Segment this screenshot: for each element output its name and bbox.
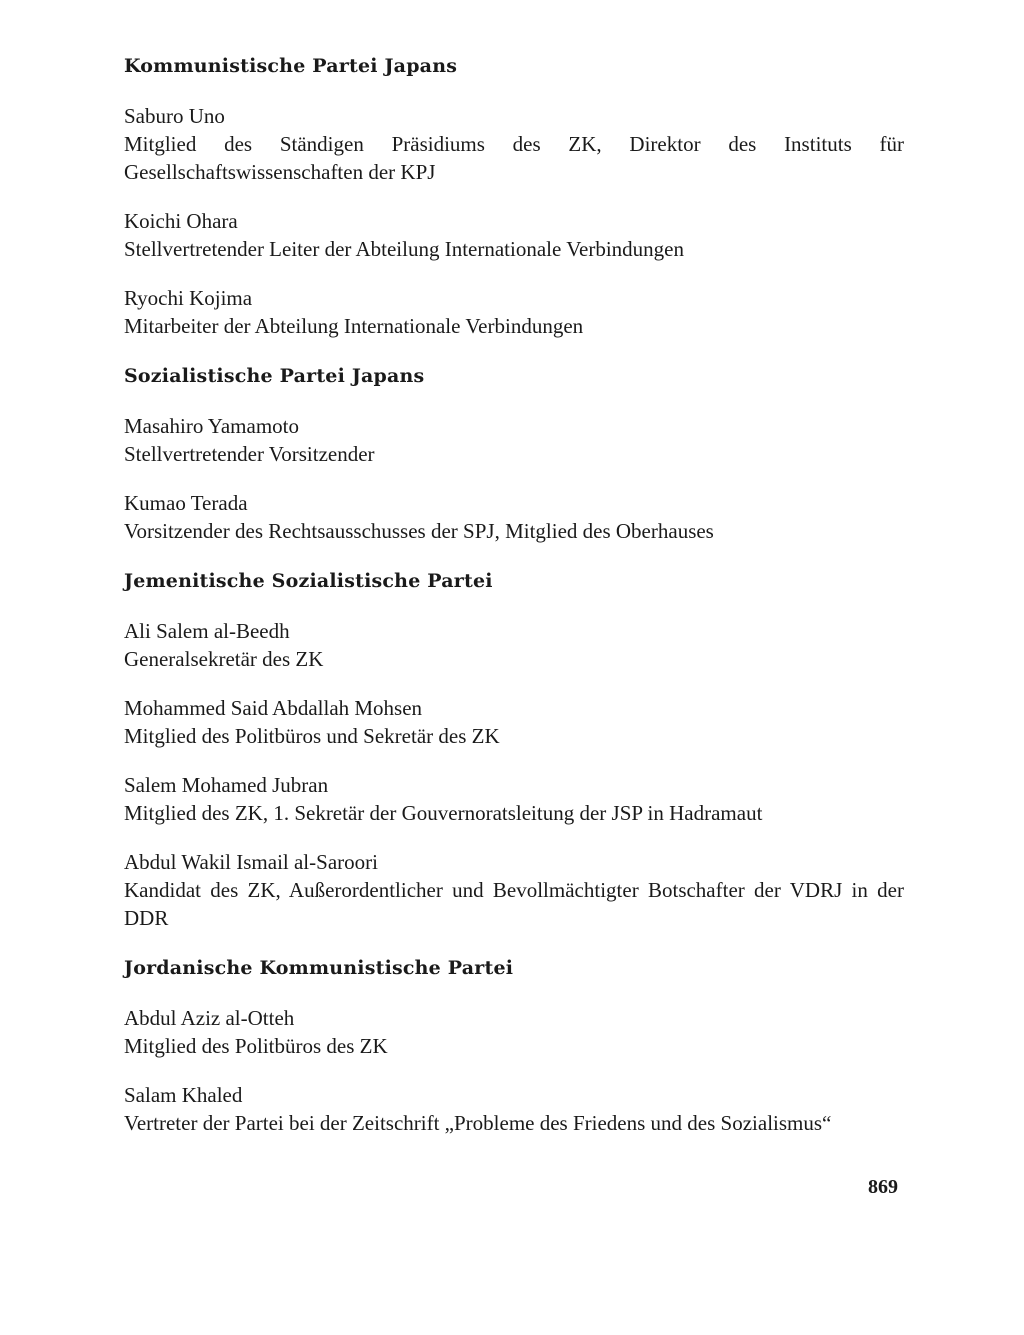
person-entry [124,1004,904,1060]
person-role: Mitglied des Politbüros des ZK [124,1034,388,1058]
person-entry [124,1081,904,1137]
person-name: Ryochi Kojima [124,286,253,310]
person-entry [124,284,904,340]
section-heading: Jordanische Kommunistische Partei [124,957,514,979]
person-name: Abdul Aziz al-Otteh [124,1006,295,1030]
section-jkp [124,954,904,1137]
person-role: Mitglied des ZK, 1. Sekretär der Gouvernoratsleitung der JSP in Hadramaut [124,801,763,825]
section-spj [124,362,904,545]
section-jsp [124,567,904,932]
person-entry [124,617,904,673]
section-heading: Sozialistische Partei Japans [124,365,425,387]
person-entry [124,489,904,545]
person-entry [124,771,904,827]
person-entry [124,102,904,186]
person-entry [124,848,904,932]
section-kpj [124,52,904,340]
person-role: Stellvertretender Leiter der Abteilung Internationale Verbindungen [124,237,684,261]
person-name: Salem Mohamed Jubran [124,773,329,797]
person-role: Vertreter der Partei bei der Zeitschrift „Probleme des Friedens und des Sozialismus“ [124,1111,832,1135]
person-name: Mohammed Said Abdallah Mohsen [124,696,423,720]
person-entry [124,694,904,750]
page-number: 869 [868,1176,898,1198]
section-heading: Jemenitische Sozialistische Partei [124,570,493,592]
person-role: Stellvertretender Vorsitzender [124,442,375,466]
person-name: Saburo Uno [124,104,225,128]
person-role: Mitarbeiter der Abteilung Internationale Verbindungen [124,314,584,338]
person-name: Kumao Terada [124,491,248,515]
person-name: Koichi Ohara [124,209,238,233]
person-role: Mitglied des Politbüros und Sekretär des ZK [124,724,500,748]
person-role: Mitglied des Ständigen Präsidiums des ZK, Direktor des Instituts für Gesellschaftswissenschaften der KPJ [124,132,904,184]
person-entry [124,207,904,263]
person-role: Kandidat des ZK, Außerordentlicher und Bevollmächtigter Botschafter der VDRJ in der DDR [124,878,904,930]
document-page [124,52,904,1159]
person-name: Abdul Wakil Ismail al-Saroori [124,850,378,874]
person-name: Salam Khaled [124,1083,243,1107]
person-role: Generalsekretär des ZK [124,647,324,671]
person-role: Vorsitzender des Rechtsausschusses der SPJ, Mitglied des Oberhauses [124,519,714,543]
section-heading: Kommunistische Partei Japans [124,55,458,77]
person-entry [124,412,904,468]
person-name: Ali Salem al-Beedh [124,619,290,643]
person-name: Masahiro Yamamoto [124,414,299,438]
